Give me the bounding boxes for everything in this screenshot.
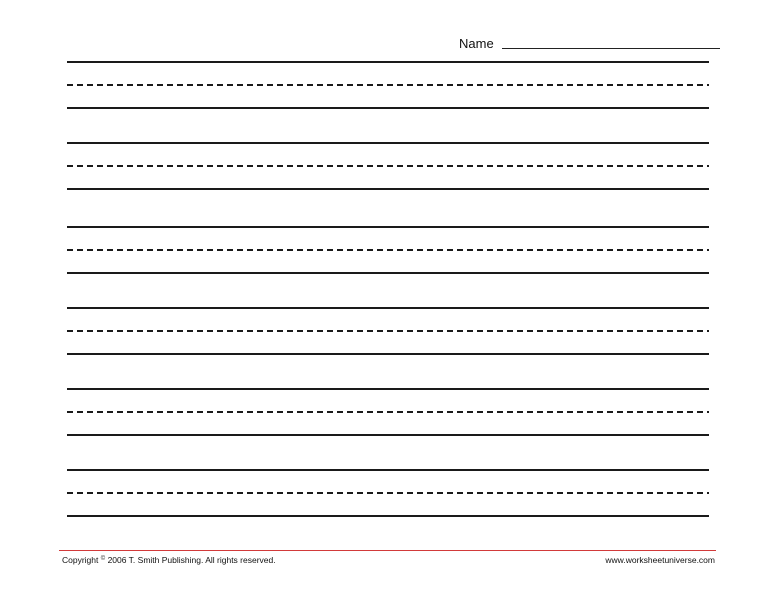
writing-row[interactable] bbox=[67, 226, 709, 274]
baseline bbox=[67, 515, 709, 517]
midline-dashed bbox=[67, 249, 709, 251]
name-label: Name bbox=[459, 36, 494, 51]
copyright-word: Copyright bbox=[62, 555, 99, 565]
top-line bbox=[67, 307, 709, 309]
baseline bbox=[67, 107, 709, 109]
writing-row[interactable] bbox=[67, 469, 709, 517]
top-line bbox=[67, 469, 709, 471]
baseline bbox=[67, 434, 709, 436]
midline-dashed bbox=[67, 492, 709, 494]
midline-dashed bbox=[67, 330, 709, 332]
baseline bbox=[67, 272, 709, 274]
top-line bbox=[67, 61, 709, 63]
top-line bbox=[67, 142, 709, 144]
midline-dashed bbox=[67, 84, 709, 86]
writing-row[interactable] bbox=[67, 142, 709, 190]
baseline bbox=[67, 188, 709, 190]
baseline bbox=[67, 353, 709, 355]
footer-divider bbox=[59, 550, 716, 551]
copyright-symbol: © bbox=[100, 556, 106, 562]
top-line bbox=[67, 388, 709, 390]
copyright-text: 2006 T. Smith Publishing. All rights reserved. bbox=[107, 555, 276, 565]
top-line bbox=[67, 226, 709, 228]
website-url: www.worksheetuniverse.com bbox=[605, 555, 715, 565]
writing-row[interactable] bbox=[67, 61, 709, 109]
copyright-notice bbox=[62, 555, 276, 565]
writing-row[interactable] bbox=[67, 388, 709, 436]
midline-dashed bbox=[67, 411, 709, 413]
midline-dashed bbox=[67, 165, 709, 167]
writing-area bbox=[67, 0, 709, 600]
writing-row[interactable] bbox=[67, 307, 709, 355]
